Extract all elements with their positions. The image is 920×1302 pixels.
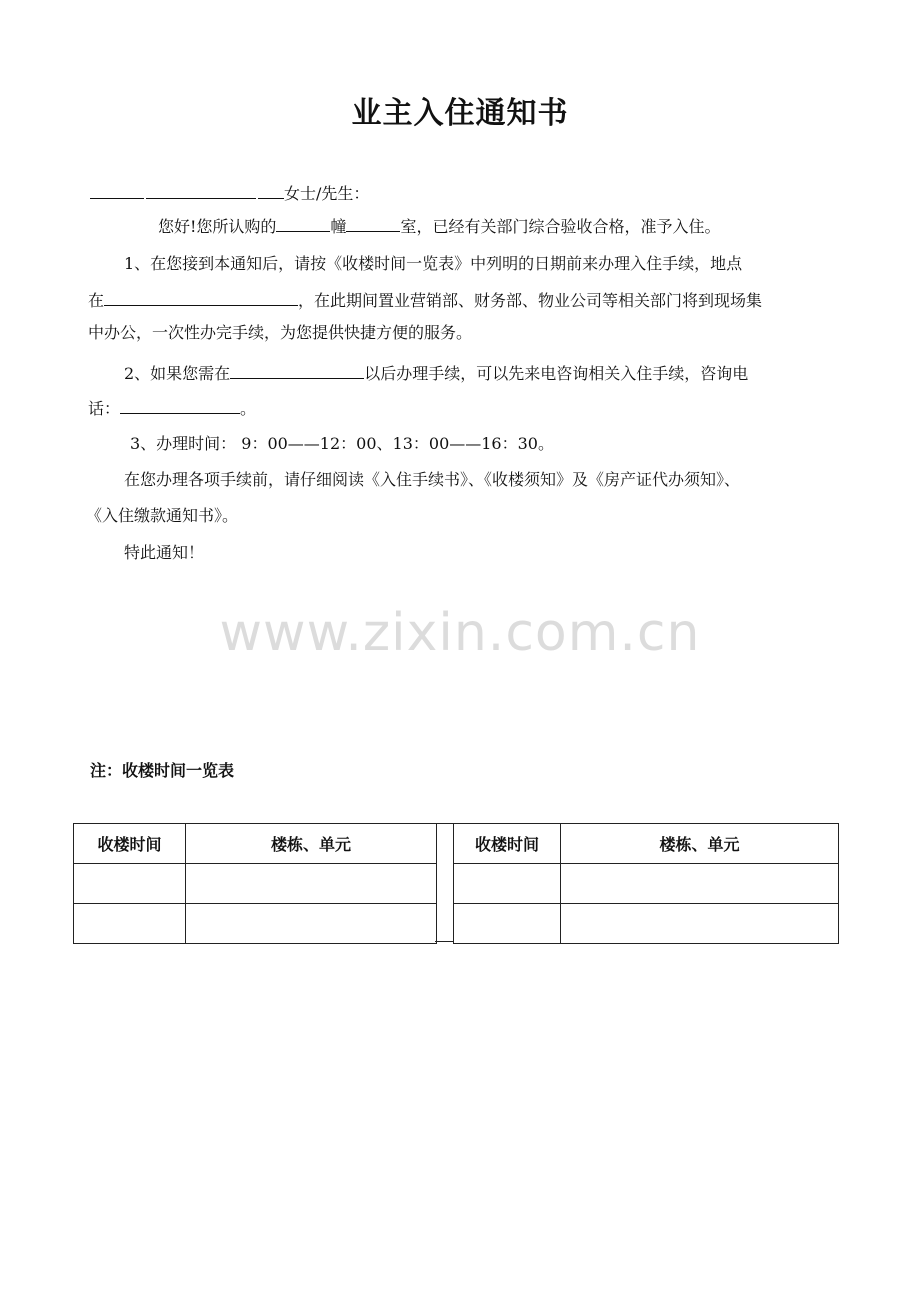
table-cell[interactable] — [454, 864, 561, 904]
building-blank[interactable] — [276, 213, 330, 232]
table-header-row — [74, 824, 437, 864]
para4-line1: 在您办理各项手续前，请仔细阅读《入住手续书》、《收楼须知》及《房产证代办须知》、 — [124, 470, 741, 489]
table-spacer — [435, 823, 453, 942]
table-row — [74, 864, 437, 904]
para2-line1-post: 以后办理手续，可以先来电咨询相关入住手续，咨询电 — [364, 364, 749, 383]
para2-line2 — [88, 395, 256, 421]
table-cell[interactable] — [186, 864, 437, 904]
table-cell[interactable] — [454, 904, 561, 944]
watermark: www.zixin.com.cn — [219, 603, 701, 663]
para2-line2-pre: 话： — [88, 399, 121, 418]
table-cell[interactable] — [74, 904, 186, 944]
salutation-text: 女士/先生： — [284, 184, 370, 203]
name-blank-2[interactable] — [146, 180, 256, 199]
para1-line3: 中办公，一次性办完手续，为您提供快捷方便的服务。 — [88, 323, 473, 342]
table-cell[interactable] — [74, 864, 186, 904]
para1-line2-pre: 在 — [88, 291, 105, 310]
header-building: 楼栋、单元 — [561, 824, 839, 864]
document-title: 业主入住通知书 — [351, 96, 569, 131]
table-row — [454, 904, 839, 944]
table-cell[interactable] — [561, 904, 839, 944]
greeting-post: 室，已经有关部门综合验收合格，准予入住。 — [400, 217, 721, 236]
name-blank-1[interactable] — [90, 180, 144, 199]
para2-line1 — [124, 360, 748, 386]
phone-blank[interactable] — [120, 395, 240, 414]
para3-line: 3、办理时间： 9：00——12：00、13：00——16：30。 — [130, 434, 554, 453]
table-cell[interactable] — [186, 904, 437, 944]
para2-line2-post: 。 — [240, 399, 257, 418]
table-row — [74, 904, 437, 944]
salutation-line — [90, 180, 369, 206]
para1-line2-post: ，在此期间置业营销部、财务部、物业公司等相关部门将到现场集 — [298, 291, 763, 310]
para1-line2 — [88, 287, 762, 313]
header-time: 收楼时间 — [74, 824, 186, 864]
greeting-line — [158, 213, 720, 239]
closing-line: 特此通知！ — [124, 543, 205, 562]
para1-line1: 1、在您接到本通知后，请按《收楼时间一览表》中列明的日期前来办理入住手续，地点 — [124, 254, 743, 273]
greeting-pre: 您好!您所认购的 — [158, 217, 277, 236]
para2-line1-pre: 2、如果您需在 — [124, 364, 231, 383]
greeting-mid: 幢 — [330, 217, 347, 236]
name-blank-3[interactable] — [258, 180, 284, 199]
table-row — [454, 864, 839, 904]
para4-line2: 《入住缴款通知书》。 — [86, 506, 239, 525]
schedule-table-right — [453, 823, 839, 944]
schedule-table-left — [73, 823, 437, 944]
room-blank[interactable] — [346, 213, 400, 232]
table-header-row — [454, 824, 839, 864]
header-time: 收楼时间 — [454, 824, 561, 864]
schedule-note: 注：收楼时间一览表 — [90, 761, 235, 780]
header-building: 楼栋、单元 — [186, 824, 437, 864]
table-cell[interactable] — [561, 864, 839, 904]
date-blank[interactable] — [230, 360, 364, 379]
location-blank[interactable] — [104, 287, 298, 306]
